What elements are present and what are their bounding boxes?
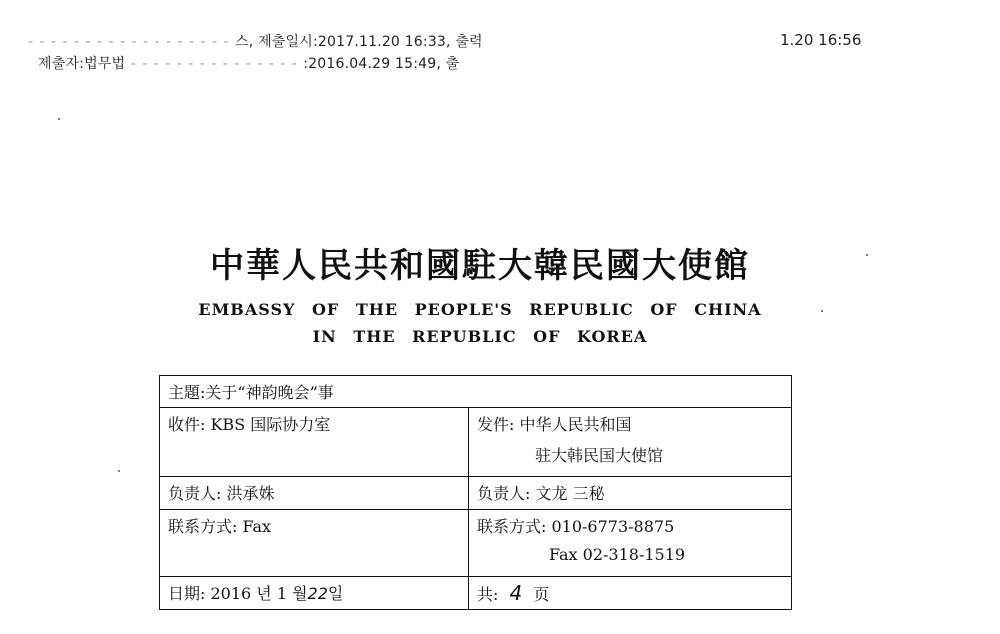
sender-label: 发件: 中华人民共和国 bbox=[477, 415, 632, 434]
scan-speck bbox=[118, 470, 120, 472]
date-day-handwritten: 22 bbox=[307, 584, 328, 603]
fax-header-line-1 bbox=[28, 31, 483, 51]
sender-phone: 联系方式: 010-6773-8875 bbox=[477, 517, 675, 536]
recipient-contact-person: 负责人: 洪承姝 bbox=[160, 477, 469, 510]
memo-header-table bbox=[159, 375, 792, 610]
recipient-contact-method: 联系方式: Fax bbox=[160, 510, 469, 577]
fax-header-time: 1.20 16:56 bbox=[780, 31, 862, 49]
sender-cell bbox=[469, 408, 792, 477]
fax-header-prefix-2: 제출자:법무법 bbox=[38, 56, 126, 72]
fax-header-line-2 bbox=[38, 53, 459, 73]
embassy-name-english-line-2: IN THE REPUBLIC OF KOREA bbox=[312, 327, 648, 346]
sender-fax: Fax 02-318-1519 bbox=[549, 545, 686, 564]
page-count-cell bbox=[469, 577, 792, 610]
subject-cell: 主題:关于“神韵晚会”事 bbox=[160, 376, 792, 408]
fax-smudge: ‐ ‐ ‐ ‐ ‐ ‐ ‐ ‐ ‐ ‐ ‐ ‐ ‐ ‐ ‐ bbox=[125, 56, 304, 72]
sender-contact-method bbox=[469, 510, 792, 577]
embassy-name-english bbox=[0, 296, 960, 350]
pages-count-handwritten: 4 bbox=[509, 581, 523, 605]
fax-header-text-2: :2016.04.29 15:49, 출 bbox=[303, 56, 460, 72]
sender-contact-person: 负责人: 文龙 三秘 bbox=[469, 477, 792, 510]
fax-smudge: ‐ ‐ ‐ ‐ ‐ ‐ ‐ ‐ ‐ ‐ ‐ ‐ ‐ ‐ ‐ ‐ ‐ ‐ bbox=[28, 34, 236, 50]
pages-prefix: 共: bbox=[477, 585, 499, 604]
pages-suffix: 页 bbox=[533, 585, 550, 604]
recipient-cell: 收件: KBS 国际协力室 bbox=[160, 408, 469, 477]
scan-speck bbox=[58, 118, 60, 120]
sender-continued: 驻大韩民国大使馆 bbox=[535, 446, 664, 465]
embassy-name-chinese: 中華人民共和國駐大韓民國大使館 bbox=[210, 246, 750, 286]
fax-header-text-1: 스, 제출일시:2017.11.20 16:33, 출력 bbox=[235, 34, 483, 50]
date-suffix: 일 bbox=[327, 584, 344, 603]
embassy-name-english-line-1: EMBASSY OF THE PEOPLE'S REPUBLIC OF CHINA bbox=[198, 300, 762, 319]
date-prefix: 日期: 2016 년 1 월 bbox=[168, 584, 308, 603]
date-cell bbox=[160, 577, 469, 610]
